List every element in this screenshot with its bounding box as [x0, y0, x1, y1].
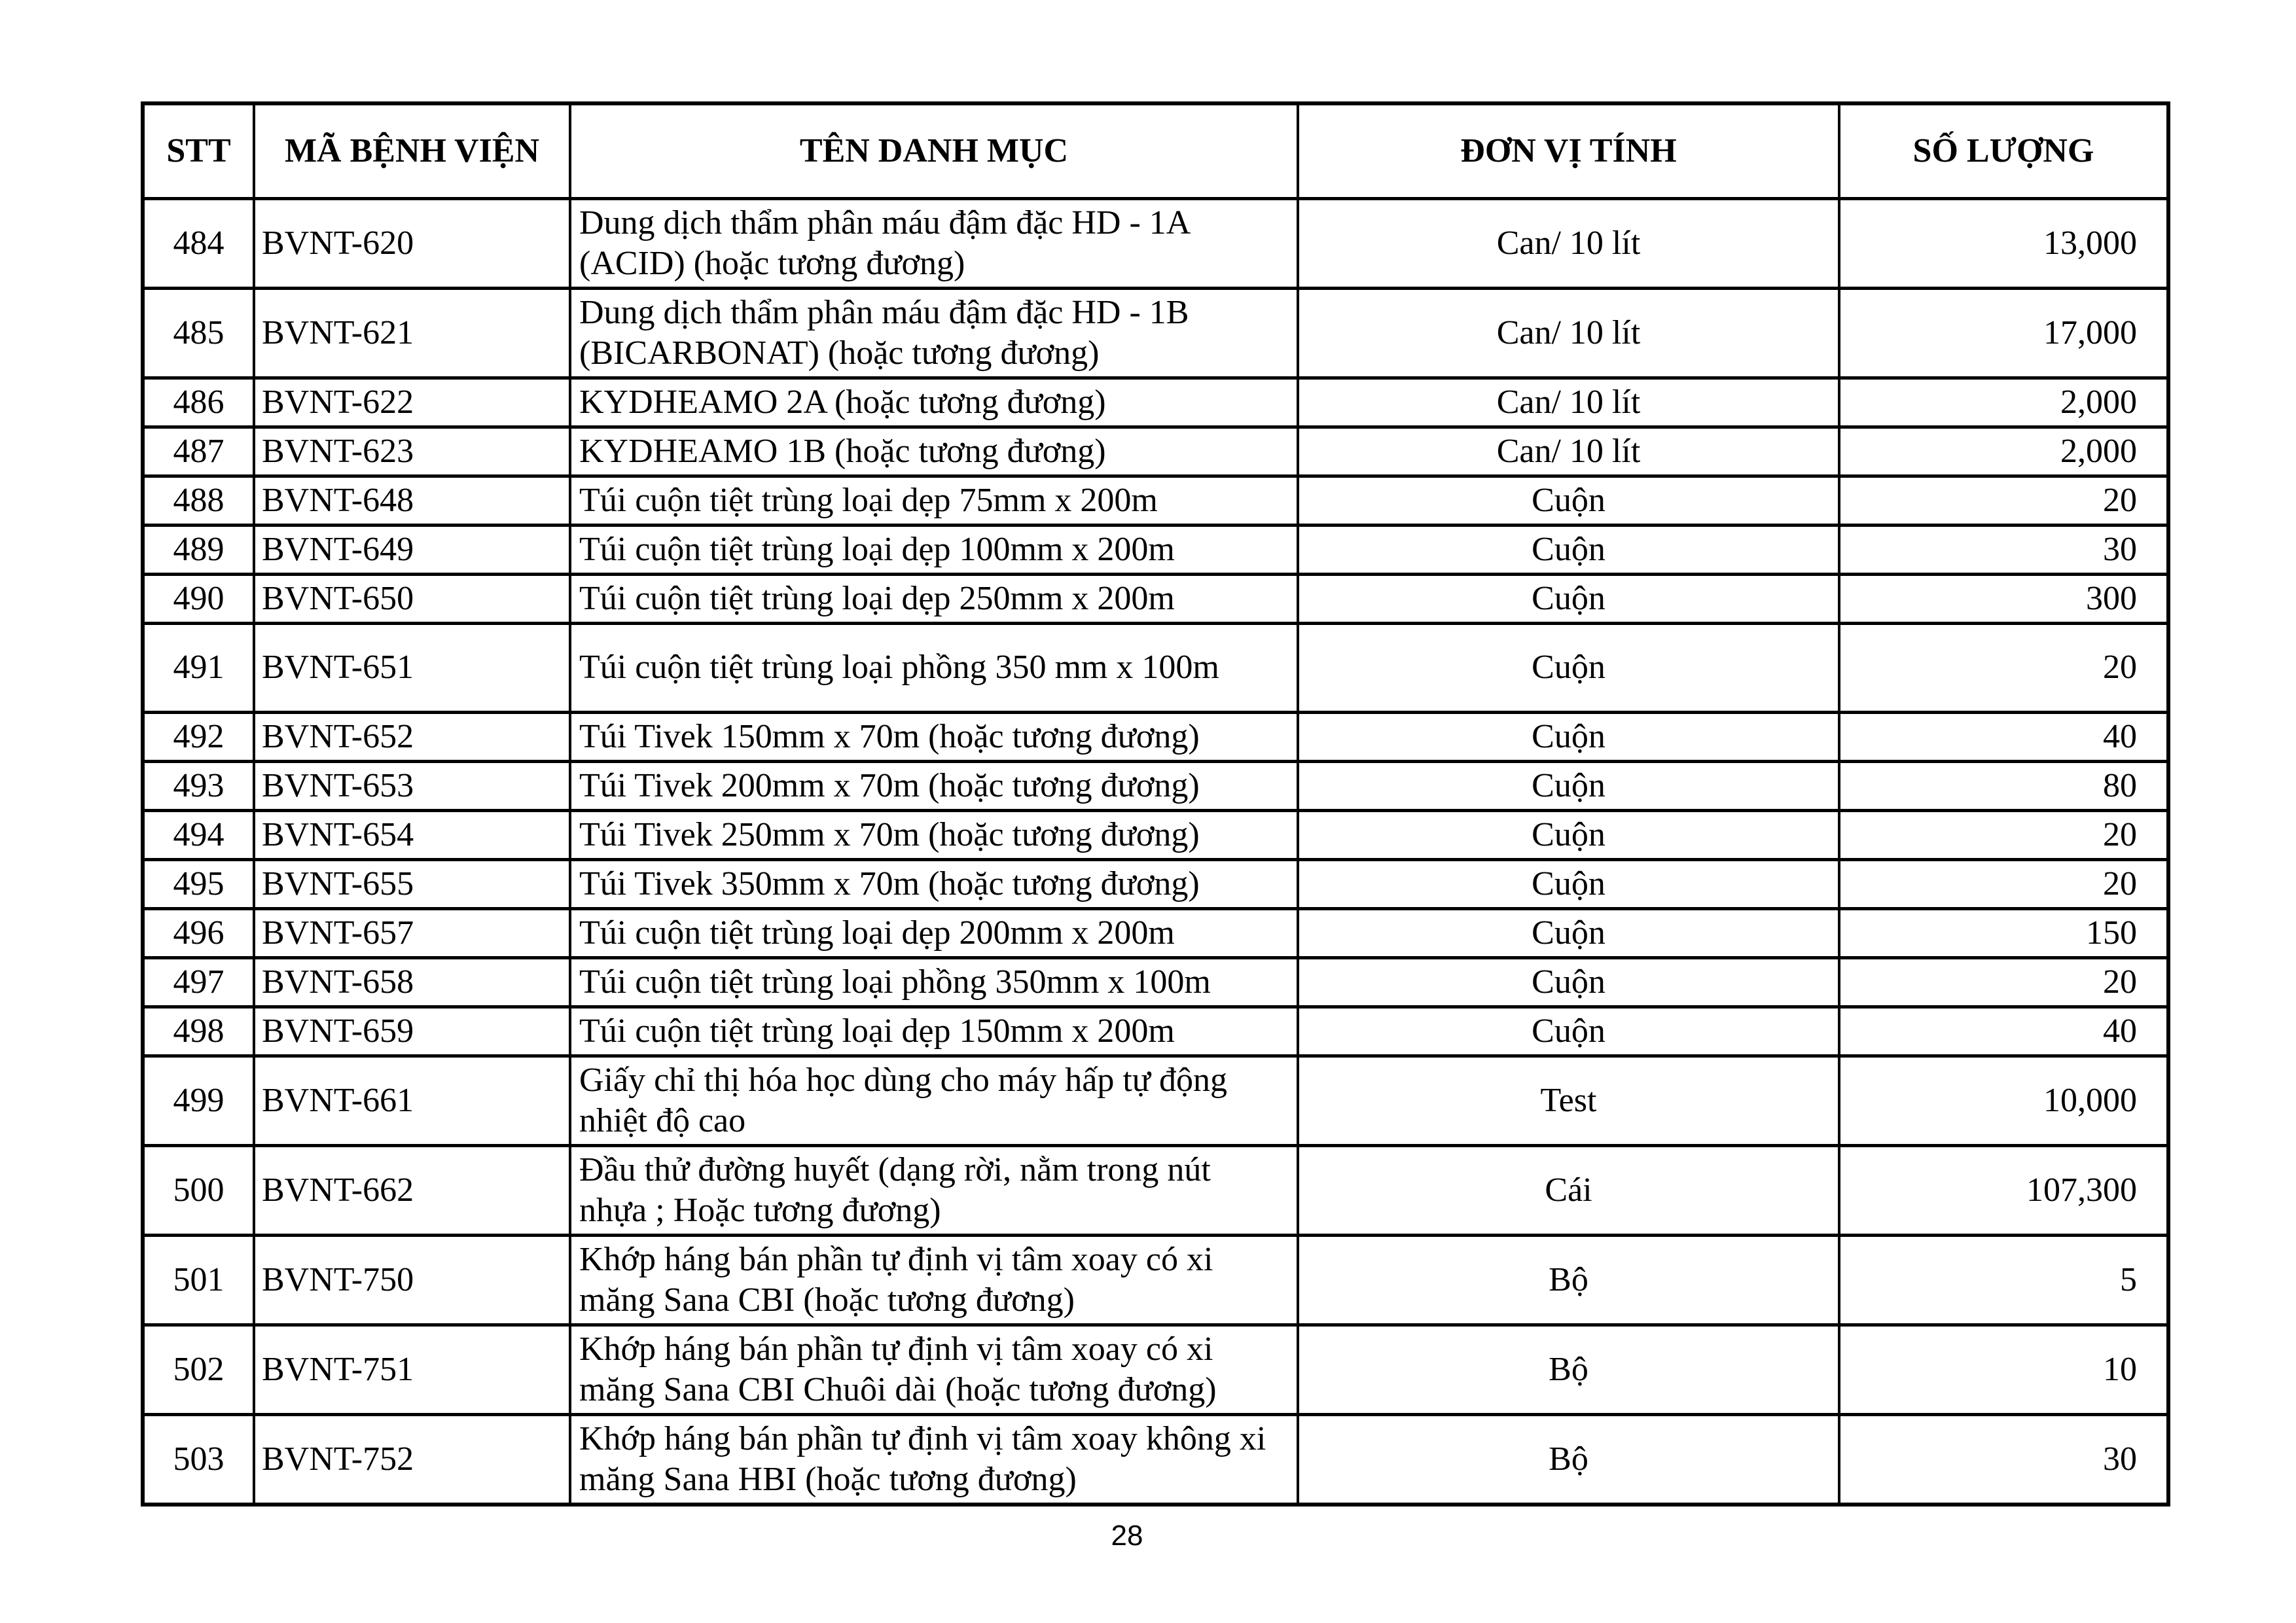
cell-hospital-code: BVNT-655 [254, 859, 570, 908]
cell-quantity: 20 [1839, 476, 2168, 525]
table-header-row [143, 103, 2168, 198]
cell-unit: Bộ [1298, 1325, 1839, 1414]
cell-item-name: KYDHEAMO 2A (hoặc tương đương) [570, 378, 1298, 427]
cell-quantity: 20 [1839, 623, 2168, 712]
cell-item-name: Túi Tivek 200mm x 70m (hoặc tương đương) [570, 761, 1298, 810]
cell-hospital-code: BVNT-653 [254, 761, 570, 810]
cell-item-name: Đầu thử đường huyết (dạng rời, nằm trong nút nhựa ; Hoặc tương đương) [570, 1145, 1298, 1235]
cell-stt: 491 [143, 623, 254, 712]
page-number: 28 [1111, 1520, 1143, 1552]
table-row [143, 623, 2168, 712]
cell-item-name: Túi cuộn tiệt trùng loại dẹp 250mm x 200m [570, 574, 1298, 623]
cell-stt: 490 [143, 574, 254, 623]
cell-hospital-code: BVNT-752 [254, 1414, 570, 1505]
cell-stt: 499 [143, 1056, 254, 1145]
cell-stt: 500 [143, 1145, 254, 1235]
supply-items-table [141, 101, 2170, 1507]
cell-quantity: 2,000 [1839, 427, 2168, 476]
cell-quantity: 107,300 [1839, 1145, 2168, 1235]
table-row [143, 761, 2168, 810]
header-item-name: TÊN DANH MỤC [570, 103, 1298, 198]
cell-hospital-code: BVNT-750 [254, 1235, 570, 1325]
cell-unit: Cuộn [1298, 623, 1839, 712]
table-row [143, 1325, 2168, 1414]
cell-quantity: 5 [1839, 1235, 2168, 1325]
table-row [143, 1056, 2168, 1145]
table-row [143, 1145, 2168, 1235]
table-row [143, 427, 2168, 476]
table-row [143, 957, 2168, 1007]
cell-stt: 498 [143, 1007, 254, 1056]
table-row [143, 525, 2168, 574]
cell-hospital-code: BVNT-651 [254, 623, 570, 712]
cell-quantity: 20 [1839, 859, 2168, 908]
cell-stt: 488 [143, 476, 254, 525]
cell-quantity: 17,000 [1839, 288, 2168, 378]
cell-hospital-code: BVNT-650 [254, 574, 570, 623]
table-body [143, 198, 2168, 1505]
cell-item-name: Dung dịch thẩm phân máu đậm đặc HD - 1A (ACID) (hoặc tương đương) [570, 198, 1298, 288]
cell-unit: Cuộn [1298, 957, 1839, 1007]
cell-item-name: Túi cuộn tiệt trùng loại dẹp 75mm x 200m [570, 476, 1298, 525]
cell-quantity: 30 [1839, 525, 2168, 574]
cell-item-name: Túi cuộn tiệt trùng loại dẹp 100mm x 200m [570, 525, 1298, 574]
cell-stt: 485 [143, 288, 254, 378]
cell-hospital-code: BVNT-659 [254, 1007, 570, 1056]
table-row [143, 574, 2168, 623]
cell-hospital-code: BVNT-623 [254, 427, 570, 476]
cell-stt: 493 [143, 761, 254, 810]
cell-item-name: Túi cuộn tiệt trùng loại dẹp 200mm x 200m [570, 908, 1298, 957]
cell-hospital-code: BVNT-751 [254, 1325, 570, 1414]
cell-quantity: 300 [1839, 574, 2168, 623]
table-row [143, 859, 2168, 908]
cell-unit: Cuộn [1298, 810, 1839, 859]
cell-quantity: 80 [1839, 761, 2168, 810]
cell-hospital-code: BVNT-621 [254, 288, 570, 378]
cell-stt: 502 [143, 1325, 254, 1414]
table-row [143, 198, 2168, 288]
cell-hospital-code: BVNT-657 [254, 908, 570, 957]
cell-unit: Test [1298, 1056, 1839, 1145]
cell-quantity: 2,000 [1839, 378, 2168, 427]
cell-unit: Cuộn [1298, 712, 1839, 761]
table-header [143, 103, 2168, 198]
cell-unit: Can/ 10 lít [1298, 198, 1839, 288]
cell-quantity: 40 [1839, 712, 2168, 761]
table-row [143, 810, 2168, 859]
cell-hospital-code: BVNT-662 [254, 1145, 570, 1235]
cell-quantity: 30 [1839, 1414, 2168, 1505]
cell-unit: Cuộn [1298, 908, 1839, 957]
cell-unit: Cái [1298, 1145, 1839, 1235]
cell-stt: 495 [143, 859, 254, 908]
header-stt: STT [143, 103, 254, 198]
cell-stt: 487 [143, 427, 254, 476]
cell-stt: 503 [143, 1414, 254, 1505]
cell-item-name: Dung dịch thẩm phân máu đậm đặc HD - 1B (BICARBONAT) (hoặc tương đương) [570, 288, 1298, 378]
table-row [143, 1414, 2168, 1505]
cell-stt: 492 [143, 712, 254, 761]
table-row [143, 1235, 2168, 1325]
cell-item-name: Túi cuộn tiệt trùng loại phồng 350mm x 100m [570, 957, 1298, 1007]
cell-item-name: Túi cuộn tiệt trùng loại phồng 350 mm x 100m [570, 623, 1298, 712]
header-unit: ĐƠN VỊ TÍNH [1298, 103, 1839, 198]
table-row [143, 378, 2168, 427]
cell-unit: Cuộn [1298, 574, 1839, 623]
cell-unit: Cuộn [1298, 859, 1839, 908]
cell-item-name: Khớp háng bán phần tự định vị tâm xoay có xi măng Sana CBI (hoặc tương đương) [570, 1235, 1298, 1325]
header-quantity: SỐ LƯỢNG [1839, 103, 2168, 198]
cell-hospital-code: BVNT-658 [254, 957, 570, 1007]
cell-item-name: Khớp háng bán phần tự định vị tâm xoay có xi măng Sana CBI Chuôi dài (hoặc tương đương) [570, 1325, 1298, 1414]
cell-stt: 501 [143, 1235, 254, 1325]
cell-unit: Cuộn [1298, 525, 1839, 574]
cell-stt: 497 [143, 957, 254, 1007]
cell-hospital-code: BVNT-620 [254, 198, 570, 288]
cell-hospital-code: BVNT-649 [254, 525, 570, 574]
cell-item-name: Túi Tivek 350mm x 70m (hoặc tương đương) [570, 859, 1298, 908]
cell-quantity: 10,000 [1839, 1056, 2168, 1145]
cell-unit: Can/ 10 lít [1298, 427, 1839, 476]
cell-item-name: Túi cuộn tiệt trùng loại dẹp 150mm x 200m [570, 1007, 1298, 1056]
cell-quantity: 10 [1839, 1325, 2168, 1414]
cell-hospital-code: BVNT-654 [254, 810, 570, 859]
cell-item-name: Khớp háng bán phần tự định vị tâm xoay không xi măng Sana HBI (hoặc tương đương) [570, 1414, 1298, 1505]
cell-unit: Cuộn [1298, 476, 1839, 525]
cell-item-name: Giấy chỉ thị hóa học dùng cho máy hấp tự động nhiệt độ cao [570, 1056, 1298, 1145]
cell-unit: Cuộn [1298, 1007, 1839, 1056]
cell-quantity: 13,000 [1839, 198, 2168, 288]
table-row [143, 908, 2168, 957]
cell-quantity: 150 [1839, 908, 2168, 957]
cell-unit: Cuộn [1298, 761, 1839, 810]
cell-hospital-code: BVNT-661 [254, 1056, 570, 1145]
cell-stt: 484 [143, 198, 254, 288]
cell-item-name: Túi Tivek 250mm x 70m (hoặc tương đương) [570, 810, 1298, 859]
header-hospital-code: MÃ BỆNH VIỆN [254, 103, 570, 198]
cell-unit: Bộ [1298, 1235, 1839, 1325]
table-row [143, 712, 2168, 761]
cell-stt: 489 [143, 525, 254, 574]
cell-stt: 496 [143, 908, 254, 957]
cell-unit: Can/ 10 lít [1298, 378, 1839, 427]
cell-hospital-code: BVNT-622 [254, 378, 570, 427]
cell-hospital-code: BVNT-648 [254, 476, 570, 525]
cell-quantity: 20 [1839, 810, 2168, 859]
cell-item-name: KYDHEAMO 1B (hoặc tương đương) [570, 427, 1298, 476]
cell-quantity: 20 [1839, 957, 2168, 1007]
table-row [143, 476, 2168, 525]
cell-quantity: 40 [1839, 1007, 2168, 1056]
cell-hospital-code: BVNT-652 [254, 712, 570, 761]
cell-stt: 494 [143, 810, 254, 859]
cell-unit: Bộ [1298, 1414, 1839, 1505]
cell-item-name: Túi Tivek 150mm x 70m (hoặc tương đương) [570, 712, 1298, 761]
cell-unit: Can/ 10 lít [1298, 288, 1839, 378]
table-row [143, 1007, 2168, 1056]
cell-stt: 486 [143, 378, 254, 427]
table-row [143, 288, 2168, 378]
